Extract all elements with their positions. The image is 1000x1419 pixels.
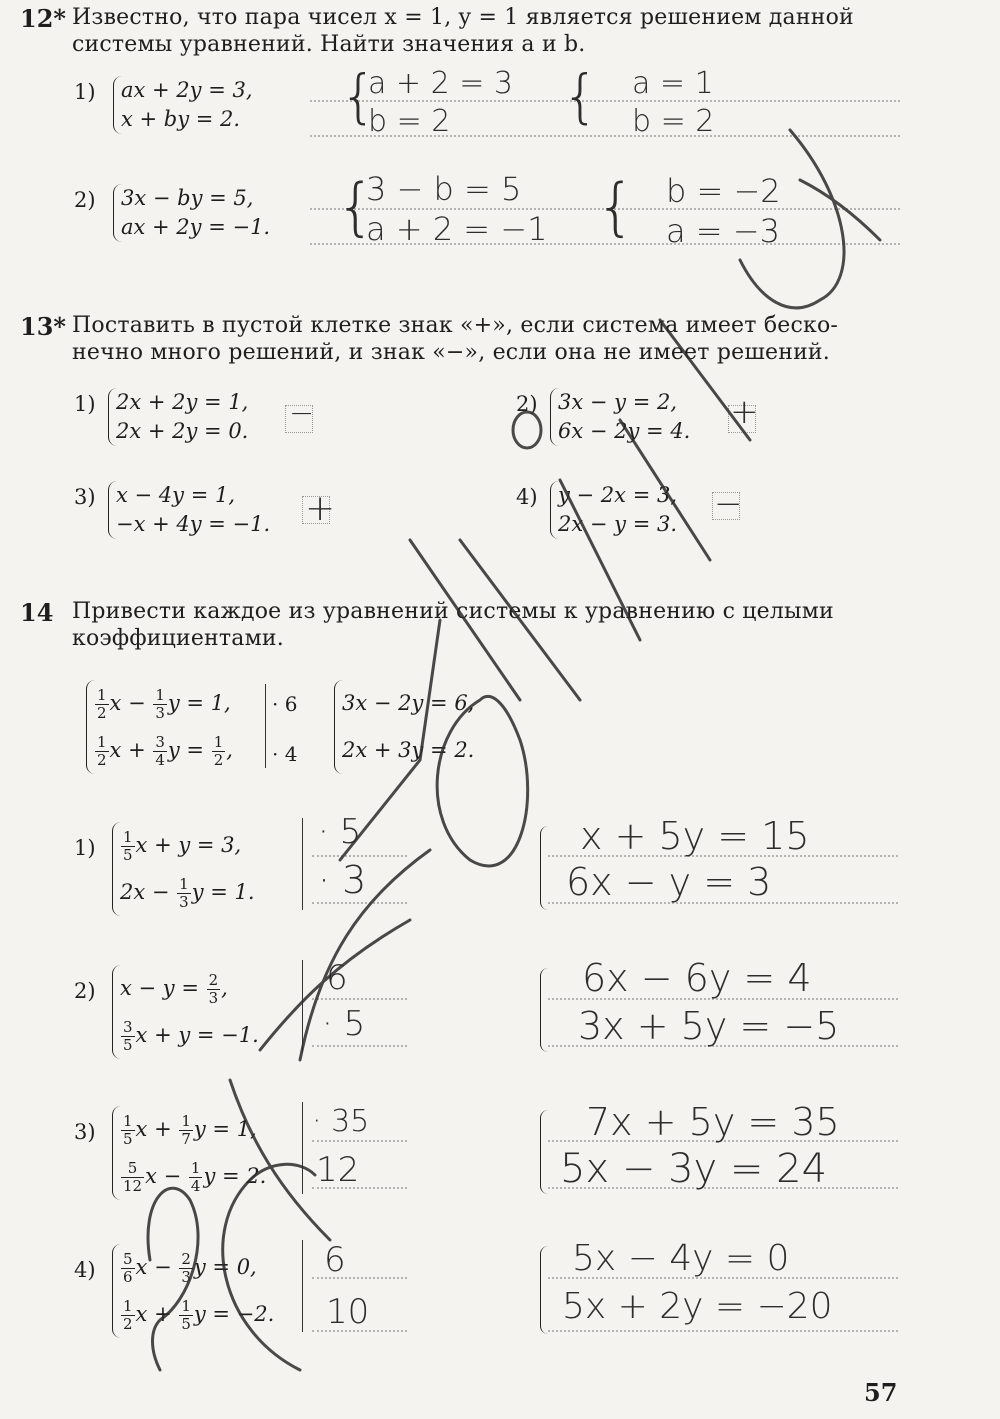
equation: 6x − 2y = 4. <box>558 419 691 443</box>
equation: 3x − y = 2, <box>558 390 677 414</box>
handwritten-brace: { <box>336 170 376 243</box>
equation: 2x − $\frac{1}{3}$ y = 1. <box>120 875 255 911</box>
problem-13-number: 13* <box>20 312 66 341</box>
multiplier-bar <box>302 1240 303 1332</box>
equation: $\frac{1}{2}$ x + $\frac{1}{5}$ y = −2. <box>123 1297 275 1333</box>
problem-14-item1-system <box>112 822 255 916</box>
problem-12-text-line1: Известно, что пара чисел x = 1, y = 1 является решением данной <box>72 5 854 30</box>
handwritten-answer: 6x − 6y = 4 <box>582 956 812 1000</box>
multiplier-bar <box>302 1102 303 1194</box>
handwritten-brace: { <box>596 170 636 243</box>
handwritten-multiplier: 6 <box>324 1240 346 1280</box>
problem-13-item4-label: 4) <box>516 485 538 509</box>
page-number: 57 <box>864 1378 898 1407</box>
handwritten-multiplier: · 5 <box>322 1004 366 1044</box>
handwritten-answer: 6x − y = 3 <box>566 860 772 904</box>
problem-13-item1-label: 1) <box>74 392 96 416</box>
handwritten-answer: a + 2 = −1 <box>366 210 548 248</box>
equation: x − y = $\frac{2}{3}$ , <box>120 971 228 1007</box>
multiplier-line <box>312 1045 407 1047</box>
problem-12-text-line2: системы уравнений. Найти значения a и b. <box>72 32 586 57</box>
equation: 3x − by = 5, <box>121 186 254 210</box>
handwritten-answer: b = 2 <box>368 104 451 139</box>
problem-14-item2-label: 2) <box>74 979 96 1003</box>
problem-14-number: 14 <box>20 598 54 627</box>
equation: $\frac{5}{6}$ x − $\frac{2}{3}$ y = 0, <box>123 1250 257 1286</box>
problem-14-item4-system <box>112 1244 274 1338</box>
multiplier-line <box>312 1140 407 1142</box>
equation: 2x − y = 3. <box>558 512 677 536</box>
handwritten-answer: b = −2 <box>666 172 781 210</box>
problem-14-item1-label: 1) <box>74 836 96 860</box>
equation: ax + 2y = 3, <box>121 78 253 102</box>
problem-12-item2-system <box>113 184 270 242</box>
handwritten-answer: a = 1 <box>632 66 714 101</box>
problem-12-number: 12* <box>20 4 66 33</box>
handwritten-answer: 7x + 5y = 35 <box>586 1100 840 1144</box>
answer-system <box>540 1246 548 1334</box>
handwritten-mark: + <box>730 392 759 432</box>
problem-13-text-line2: нечно много решений, и знак «−», если она не имеет решений. <box>72 340 830 365</box>
handwritten-answer: x + 5y = 15 <box>580 814 810 858</box>
handwritten-answer: 3 − b = 5 <box>366 170 522 208</box>
handwritten-brace: { <box>340 62 377 130</box>
handwritten-mark: − <box>714 484 743 524</box>
problem-13-item3-system <box>108 481 270 539</box>
equation: y − 2x = 3, <box>558 483 677 507</box>
equation: $\frac{1}{5}$ x + y = 3, <box>123 828 242 864</box>
problem-13-item1-system <box>108 388 248 446</box>
handwritten-answer: 5x − 3y = 24 <box>560 1146 828 1192</box>
answer-line <box>548 1330 898 1332</box>
equation: $\frac{1}{5}$ x + $\frac{1}{7}$ y = 1, <box>123 1112 257 1148</box>
answer-system <box>540 1110 548 1194</box>
handwritten-multiplier: 6 <box>326 958 348 998</box>
scribble-zero <box>513 412 541 448</box>
handwritten-answer: b = 2 <box>632 104 715 139</box>
multiplier-bar <box>302 818 303 910</box>
problem-12-item1-system <box>113 76 253 134</box>
equation: $\frac{5}{12}$ x − $\frac{1}{4}$ y = 2. <box>123 1159 267 1195</box>
handwritten-brace: { <box>562 62 599 130</box>
handwritten-multiplier: · 5 <box>318 812 362 852</box>
scribble-stroke <box>800 180 880 240</box>
handwritten-mark: + <box>305 488 336 529</box>
handwritten-mark: − <box>289 396 315 431</box>
problem-12-item2-label: 2) <box>74 188 96 212</box>
problem-13-item2-system <box>550 388 690 446</box>
equation: ax + 2y = −1. <box>121 215 271 239</box>
equation: 2x + 2y = 1, <box>116 390 249 414</box>
handwritten-answer: a + 2 = 3 <box>368 66 513 101</box>
example-multiplier: · 6 <box>272 692 298 716</box>
problem-13-item3-label: 3) <box>74 485 96 509</box>
equation: x + by = 2. <box>121 107 241 131</box>
problem-13-item2-label: 2) <box>516 392 538 416</box>
equation: x − 4y = 1, <box>116 483 235 507</box>
handwritten-multiplier: 12 <box>316 1150 360 1190</box>
problem-13-item4-system <box>550 481 677 539</box>
answer-system <box>540 968 548 1052</box>
multiplier-bar <box>265 684 266 768</box>
handwritten-answer: 5x − 4y = 0 <box>572 1238 790 1279</box>
problem-14-item3-system <box>112 1106 266 1200</box>
handwritten-answer: a = −3 <box>666 212 780 250</box>
multiplier-line <box>312 902 407 904</box>
equation: 2x + 2y = 0. <box>116 419 249 443</box>
example-multiplier: · 4 <box>272 742 298 766</box>
equation: 3x − 2y = 6, <box>342 691 475 715</box>
multiplier-line <box>312 998 407 1000</box>
equation: $\frac{1}{2}$ x + $\frac{3}{4}$ y = $\frac{1}{2}$ , <box>97 733 233 769</box>
answer-system <box>540 826 548 910</box>
problem-14-text-line2: коэффициентами. <box>72 626 284 651</box>
problem-12-item1-label: 1) <box>74 80 96 104</box>
problem-14-text-line1: Привести каждое из уравнений системы к уравнению с целыми <box>72 599 834 624</box>
multiplier-line <box>312 855 407 857</box>
handwritten-multiplier: · 35 <box>312 1104 370 1139</box>
handwritten-answer: 3x + 5y = −5 <box>578 1004 840 1048</box>
handwritten-multiplier: · 3 <box>318 858 367 902</box>
problem-14-item3-label: 3) <box>74 1120 96 1144</box>
problem-13-text-line1: Поставить в пустой клетке знак «+», если система имеет беско- <box>72 313 839 338</box>
problem-14-example-result <box>334 680 474 774</box>
problem-14-example-system <box>86 680 233 774</box>
handwritten-multiplier: 10 <box>326 1292 370 1332</box>
equation: $\frac{1}{2}$ x − $\frac{1}{3}$ y = 1, <box>97 686 231 722</box>
equation: $\frac{3}{5}$ x + y = −1. <box>123 1018 259 1054</box>
multiplier-bar <box>302 960 303 1052</box>
equation: −x + 4y = −1. <box>116 512 271 536</box>
equation: 2x + 3y = 2. <box>342 738 475 762</box>
problem-14-item4-label: 4) <box>74 1258 96 1282</box>
problem-14-item2-system <box>112 965 259 1059</box>
handwritten-answer: 5x + 2y = −20 <box>562 1286 833 1327</box>
